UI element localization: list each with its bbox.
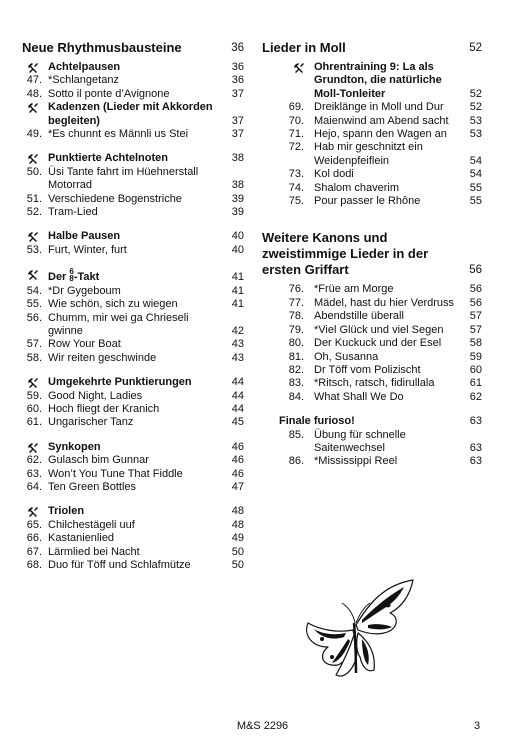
hammer-wrench-icon [28,507,39,517]
song-entry: 73. Kol dodi 54 [288,168,482,181]
page-number: 40 [231,230,244,243]
song-entry: 75. Pour passer le Rhône 55 [288,195,482,208]
page-number: 36 [231,42,244,54]
song-entry: 59. Good Night, Ladies 44 [26,389,244,402]
song-entry: 47. *Schlangetanz 36 [26,74,244,87]
song-entry: 70. Maienwind am Abend sacht 53 [288,114,482,127]
subsection-heading: Ohrentraining 9: La als Grundton, die natürliche Moll-Tonleiter 52 [262,61,482,101]
song-entry: 64. Ten Green Bottles 47 [26,480,244,493]
song-entry: 63. Won’t You Tune That Fiddle 46 [26,467,244,480]
song-entry: 50. Üsi Tante fahrt im Hüehnerstall Motorrad 38 [26,165,244,192]
song-entry: 49. *Es chunnt es Männli us Stei 37 [26,128,244,141]
subsection-heading: Der 6 8-Takt 41 [22,268,244,284]
page-number: 36 [231,61,244,73]
page-number: 44 [231,376,244,389]
song-entry: 60. Hoch fliegt der Kranich 44 [26,402,244,415]
song-entry: 53. Furt, Winter, furt 40 [26,243,244,256]
page-number: 38 [231,152,244,165]
subsection-heading: Triolen 48 [22,505,244,518]
song-entry: 74. Shalom chaverim 55 [288,181,482,194]
song-entry: 71. Hejo, spann den Wagen an 53 [288,128,482,141]
song-entry: 85. Übung für schnelle Saitenwechsel 63 [288,428,482,454]
section-title: Lieder in Moll [262,40,346,55]
song-entry: 62. Gulasch bim Gunnar 46 [26,454,244,467]
subsection-heading: Punktierte Achtelnoten 38 [22,152,244,165]
song-entry: 78. Abendstille überall 57 [288,310,482,323]
page-number: 63 [469,415,482,428]
hammer-wrench-icon [28,378,39,388]
song-entry: 79. *Viel Glück und viel Segen 57 [288,323,482,336]
subsection-heading: Halbe Pausen 40 [22,230,244,243]
subsection-heading: Finale furioso! 63 [279,415,482,428]
song-entry: 51. Verschiedene Bogenstriche 39 [26,192,244,205]
song-entry: 65. Chilchestägeli uuf 48 [26,518,244,531]
section-heading [262,40,482,56]
butterfly-illustration [298,575,420,687]
subsection-heading: Synkopen 46 [22,441,244,454]
song-entry: 57. Row Your Boat 43 [26,338,244,351]
song-entry: 84. What Shall We Do 62 [288,390,482,403]
page-number: 56 [469,264,482,277]
hammer-wrench-icon [28,270,39,280]
song-entry: 72. Hab mir geschnitzt ein Weidenpfeiflein 54 [288,141,482,167]
song-entry: 61. Ungarischer Tanz 45 [26,416,244,429]
section-title: Weitere Kanons und zweistimmige Lieder in der ersten Griffart [262,230,429,278]
section-heading [262,230,482,278]
right-column [262,40,482,469]
hammer-wrench-icon [28,63,39,73]
left-column [22,40,244,572]
song-entry: 76. *Früe am Morge 56 [288,283,482,296]
hammer-wrench-icon [28,103,39,113]
song-entry: 54. *Dr Gygeboum 41 [26,284,244,297]
publisher-code: M&S 2296 [236,720,289,732]
song-entry: 86. *Mississippi Reel 63 [288,455,482,468]
subsection-heading: Umgekehrte Punktierungen 44 [22,376,244,389]
song-entry: 55. Wie schön, sich zu wiegen 41 [26,298,244,311]
song-entry: 82. Dr Töff vom Polizischt 60 [288,363,482,376]
page-number: 37 [231,114,244,127]
song-entry: 80. Der Kuckuck und der Esel 58 [288,337,482,350]
song-entry: 77. Mädel, hast du hier Verdruss 56 [288,296,482,309]
section-title: Neue Rhythmusbausteine [22,40,182,55]
song-entry: 48. Sotto il ponte d’Avignone 37 [26,87,244,100]
subsection-heading: Achtelpausen 36 [22,61,244,74]
song-entry: 67. Lärmlied bei Nacht 50 [26,545,244,558]
hammer-wrench-icon [294,63,305,73]
time-signature: 6 8 [69,267,74,284]
page-number: 52 [469,42,482,54]
page-number: 48 [231,505,244,518]
song-entry: 58. Wir reiten geschwinde 43 [26,351,244,364]
song-entry: 69. Dreiklänge in Moll und Dur 52 [288,101,482,114]
hammer-wrench-icon [28,443,39,453]
song-entry: 83. *Ritsch, ratsch, fidirullala 61 [288,377,482,390]
song-entry: 81. Oh, Susanna 59 [288,350,482,363]
song-entry: 66. Kastanienlied 49 [26,532,244,545]
page-number: 52 [469,87,482,100]
song-entry: 52. Tram-Lied 39 [26,206,244,219]
hammer-wrench-icon [28,154,39,164]
subsection-heading: Kadenzen (Lieder mit Akkorden begleiten) 37 [22,101,244,128]
page-number: 41 [231,271,244,284]
page-number-footer: 3 [474,720,481,732]
song-entry: 68. Duo für Töff und Schlafmütze 50 [26,559,244,571]
song-entry: 56. Chumm, mir wei ga Chrieseli gwinne 42 [26,311,244,337]
section-heading [22,40,244,56]
page-number: 46 [231,440,244,453]
hammer-wrench-icon [28,232,39,242]
